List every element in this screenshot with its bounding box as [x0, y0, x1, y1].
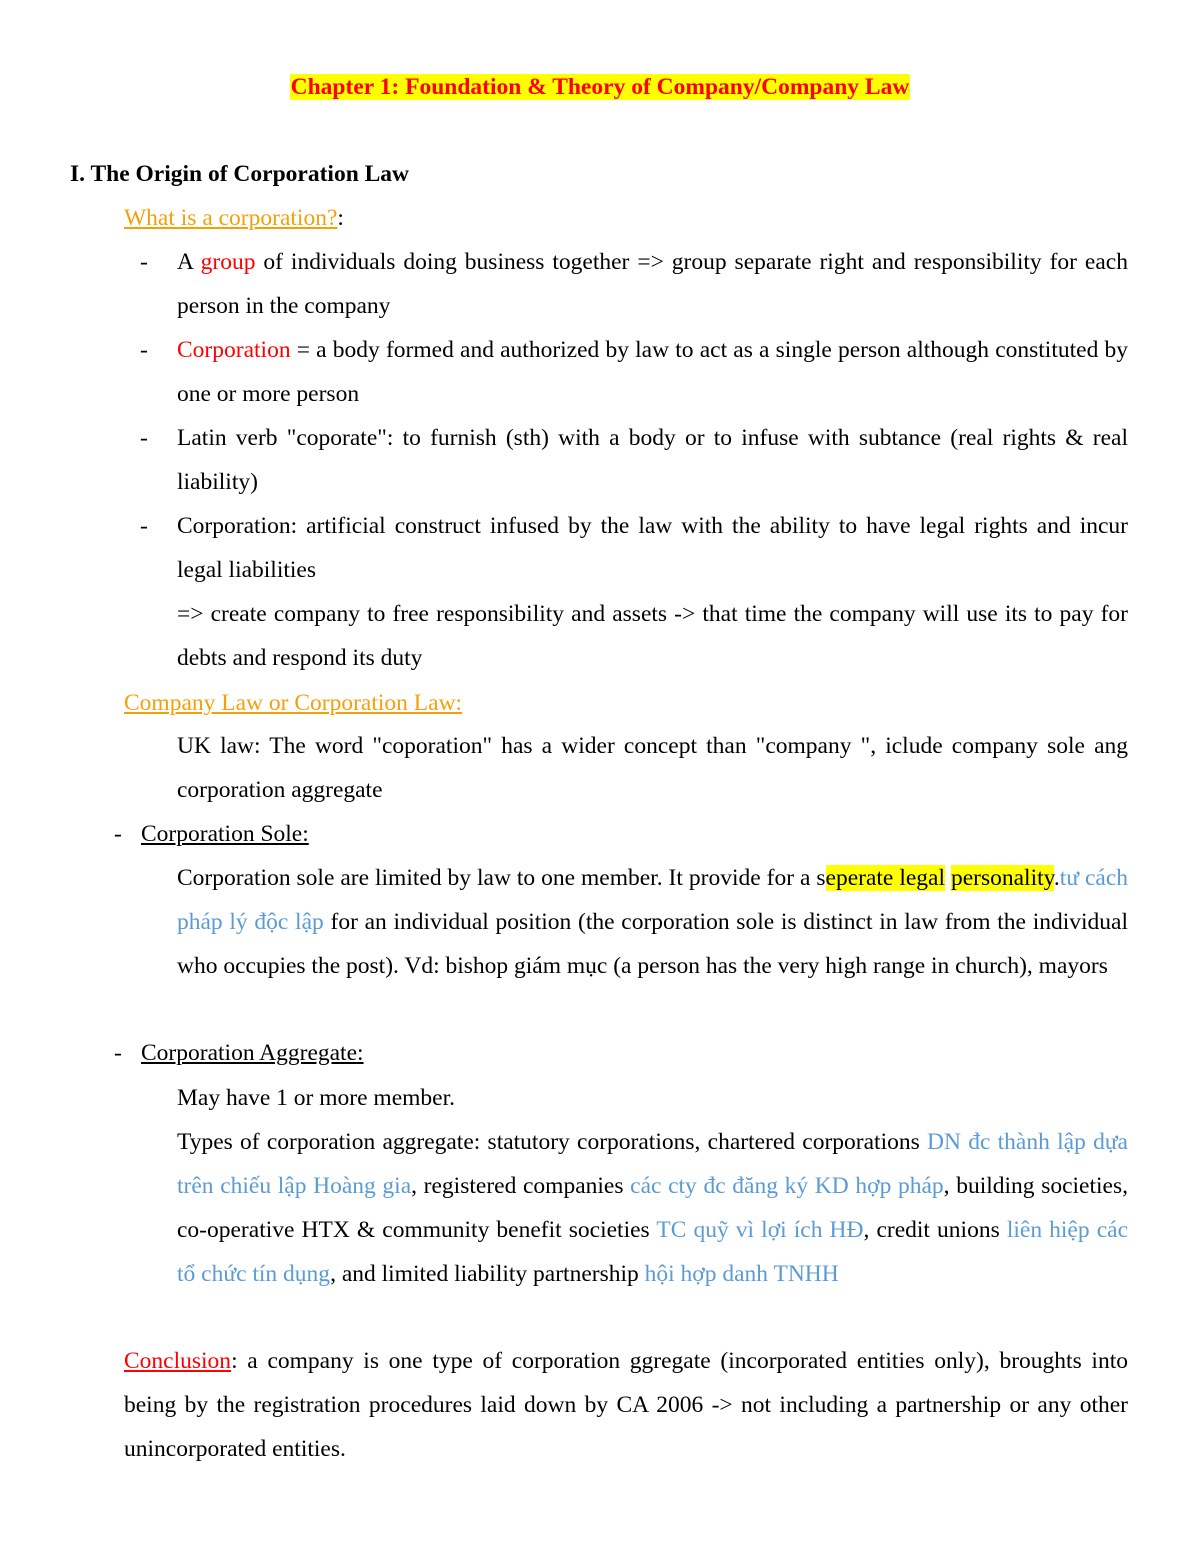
corporation-sole-paragraph: [177, 856, 1128, 988]
sub-label: Corporation Sole:: [141, 821, 309, 847]
conclusion-paragraph: [124, 1339, 1128, 1471]
vn-annotation: tư cách pháp lý độc lập: [177, 865, 1129, 935]
conclusion-text: : a company is one type of corporation ggregate (incorporated entities only), broughts into being by the registration procedures laid down by CA 2006 -> not including a partnership or any other unincorporated entities.: [124, 1348, 1128, 1462]
bullet-marker: -: [140, 337, 148, 363]
types-text: Types of corporation aggregate: statutory corporations, chartered corporations: [177, 1129, 928, 1155]
corporation-sole-label: [141, 819, 309, 849]
bullet-marker: -: [140, 513, 148, 539]
bullet-text-post: of individuals doing business together => group separate right and responsibility for each person in the company: [177, 249, 1128, 319]
types-text: , registered companies: [411, 1173, 631, 1199]
types-text: , and limited liability partnership: [330, 1261, 645, 1287]
sole-dot: .: [1053, 865, 1060, 891]
bullet-artificial-construct: Corporation: artificial construct infused by the law with the ability to have legal rights and incur legal liabilities: [177, 513, 1128, 583]
aggregate-members-line: May have 1 or more member.: [177, 1085, 455, 1111]
bullet-text-post: = a body formed and authorized by law to act as a single person although constituted by one or more person: [177, 337, 1128, 407]
sole-text-post: for an individual position (the corporation sole is distinct in law from the individual who occupies the post). Vd: bishop giám mục (a person has the very high range in church), mayors: [177, 909, 1128, 979]
chapter-title: [0, 72, 1200, 102]
question-what-is-corporation: [124, 203, 344, 233]
vn-annotation: liên hiệp các tổ chức tín dụng: [177, 1217, 1128, 1287]
highlight-personality: personality: [950, 865, 1054, 891]
uk-law-paragraph: UK law: The word "coporation" has a wider concept than "company ", iclude company sole ang corporation aggregate: [177, 733, 1128, 803]
sole-text-pre: Corporation sole are limited by law to one member. It provide for a s: [177, 865, 826, 891]
bullet-text-pre: A: [177, 249, 201, 275]
bullet-marker: -: [114, 1040, 122, 1066]
bullet-marker: -: [114, 821, 122, 847]
question-colon: :: [337, 205, 344, 231]
question-company-law: [124, 688, 462, 718]
vn-annotation: DN đc thành lập dựa trên chiếu lập Hoàng gia: [177, 1129, 1128, 1199]
sub-label: Corporation Aggregate:: [141, 1040, 364, 1066]
types-text: , credit unions: [863, 1217, 1007, 1243]
vn-annotation: các cty đc đăng ký KD hợp pháp: [630, 1173, 944, 1199]
types-text: , building societies, co-operative HTX & community benefit societies: [177, 1173, 1128, 1243]
corporation-aggregate-label: [141, 1038, 364, 1068]
bullet-latin-verb: Latin verb "coporate": to furnish (sth) with a body or to infuse with subtance (real rights & real liability): [177, 425, 1128, 495]
bullet-marker: -: [140, 249, 148, 275]
question-label: What is a corporation?: [124, 205, 338, 231]
chapter-title-text: Chapter 1: Foundation & Theory of Company/Company Law: [290, 74, 910, 100]
bullet-corporation-definition: [177, 328, 1128, 416]
conclusion-label: Conclusion: [124, 1348, 232, 1374]
vn-annotation: hội hợp danh TNHH: [644, 1261, 839, 1287]
bullet-marker: -: [140, 425, 148, 451]
aggregate-types-paragraph: [177, 1120, 1128, 1296]
bullet-group-definition: [177, 240, 1128, 328]
term-group: group: [200, 249, 256, 275]
highlight-separate-legal: eperate legal: [825, 865, 945, 891]
section-heading: I. The Origin of Corporation Law: [70, 161, 410, 187]
vn-annotation: TC quỹ vì lợi ích HĐ: [656, 1217, 864, 1243]
term-corporation: Corporation: [177, 337, 291, 363]
question-label: Company Law or Corporation Law:: [124, 690, 463, 716]
followup-create-company: => create company to free responsibility and assets -> that time the company will use its to pay for debts and respond its duty: [177, 601, 1128, 671]
